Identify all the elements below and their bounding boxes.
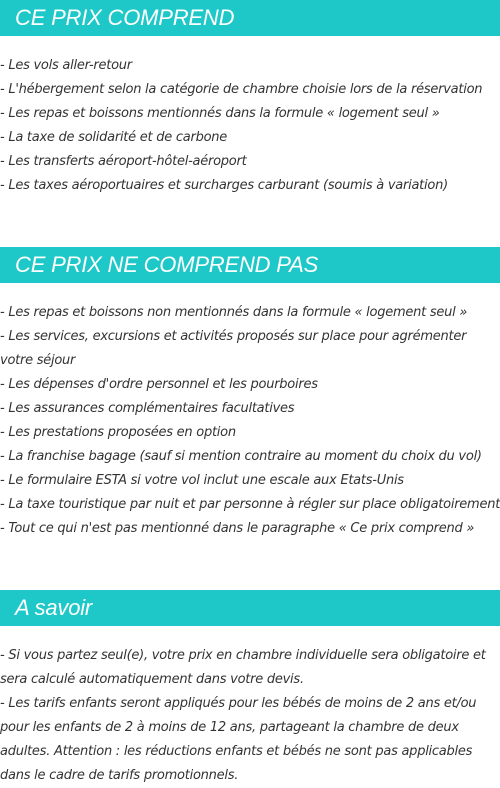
list-item: - L'hébergement selon la catégorie de chambre choisie lors de la réservation [0, 82, 483, 97]
list-item: - Les services, excursions et activités proposés sur place pour agrémenter votre séjour [0, 329, 467, 368]
list-item: - Les tarifs enfants seront appliqués pour les bébés de moins de 2 ans et/ou pour les enfants de 2 à moins de 12 ans, partageant la chambre de deux adultes. Attention : les réductions enfants et bébés ne sont pas applicables dans le cadre de tarifs promotionnels. [0, 696, 477, 783]
list-item: - Les prestations proposées en option [0, 425, 236, 440]
info-list [0, 644, 500, 788]
list-item: - Si vous partez seul(e), votre prix en chambre individuelle sera obligatoire et sera calculé automatiquement dans votre devis. [0, 648, 486, 687]
section-header [0, 590, 500, 626]
section-title: CE PRIX NE COMPREND PAS [15, 252, 319, 277]
section-title: CE PRIX COMPREND [15, 5, 235, 30]
list-item: - La franchise bagage (sauf si mention contraire au moment du choix du vol) [0, 449, 482, 464]
list-item: - Le formulaire ESTA si votre vol inclut une escale aux Etats-Unis [0, 473, 404, 488]
list-item: - La taxe de solidarité et de carbone [0, 130, 228, 145]
list-item: - Les assurances complémentaires facultatives [0, 401, 295, 416]
section-price-includes [0, 0, 500, 198]
section-header [0, 0, 500, 36]
list-item: - Les transferts aéroport-hôtel-aéroport [0, 154, 247, 169]
included-list [0, 54, 500, 198]
section-title: A savoir [15, 595, 93, 620]
list-item: - Les repas et boissons mentionnés dans la formule « logement seul » [0, 106, 440, 121]
list-item: - Les repas et boissons non mentionnés dans la formule « logement seul » [0, 305, 468, 320]
list-item: - Les dépenses d'ordre personnel et les pourboires [0, 377, 318, 392]
list-item: - Les vols aller-retour [0, 58, 132, 73]
section-header [0, 247, 500, 283]
list-item: - Tout ce qui n'est pas mentionné dans le paragraphe « Ce prix comprend » [0, 521, 475, 536]
excluded-list [0, 301, 500, 541]
section-price-excludes [0, 247, 500, 541]
list-item: - Les taxes aéroportuaires et surcharges carburant (soumis à variation) [0, 178, 448, 193]
list-item: - La taxe touristique par nuit et par personne à régler sur place obligatoirement [0, 497, 500, 512]
section-good-to-know [0, 590, 500, 788]
